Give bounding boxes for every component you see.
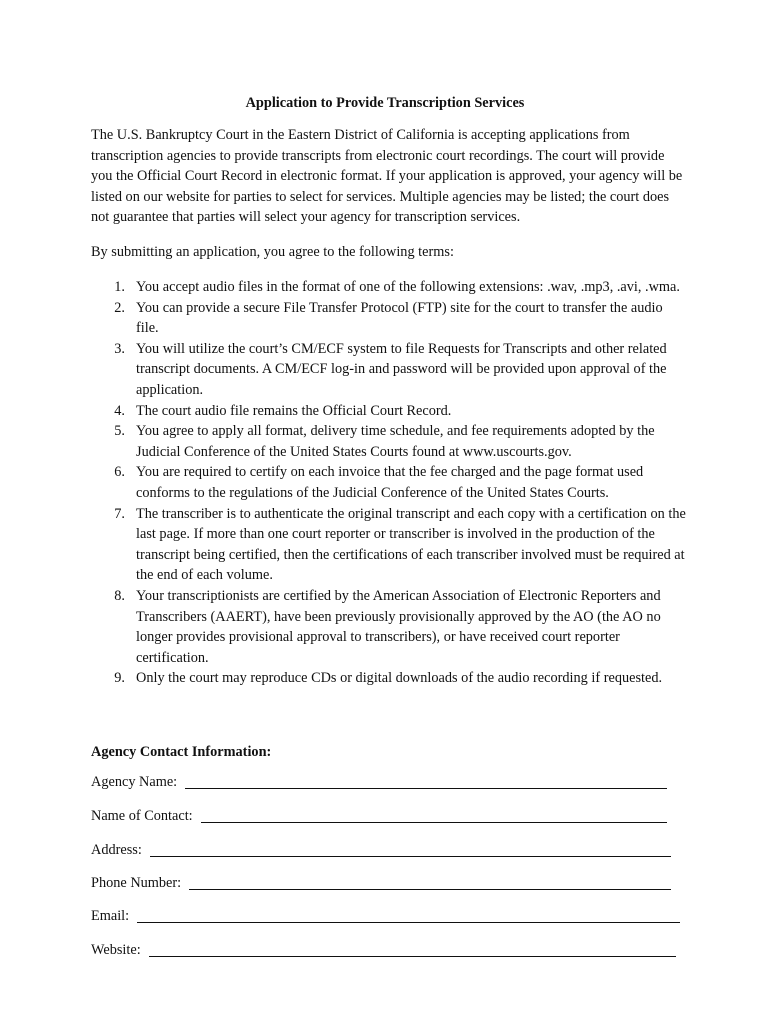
term-item bbox=[91, 504, 687, 586]
term-item bbox=[91, 339, 687, 401]
email-label: Email: bbox=[91, 908, 130, 924]
phone-label: Phone Number: bbox=[91, 875, 182, 891]
contact-heading: Agency Contact Information: bbox=[91, 744, 272, 760]
term-text: Your transcriptionists are certified by the American Association of Electronic Reporters and Transcribers (AAERT), have been previously provisionally approved by the AO (the AO no longer provides provisional approval to transcribers), or have received court reporter certification. bbox=[136, 587, 661, 666]
term-text: You will utilize the court’s CM/ECF system to file Requests for Transcripts and other related transcript documents. A CM/ECF log-in and password will be provided upon approval of the application. bbox=[136, 340, 667, 398]
term-item bbox=[91, 668, 687, 689]
term-text: You are required to certify on each invoice that the fee charged and the page format used conforms to the regulations of the Judicial Conference of the United States Courts. bbox=[136, 464, 644, 501]
term-text: You accept audio files in the format of one of the following extensions: .wav, .mp3, .avi, .wma. bbox=[136, 279, 680, 295]
contact-name-field bbox=[91, 806, 667, 826]
term-item bbox=[91, 298, 687, 339]
term-text: The court audio file remains the Official Court Record. bbox=[136, 402, 452, 419]
term-item bbox=[91, 462, 687, 503]
term-item bbox=[91, 586, 687, 668]
phone-input[interactable] bbox=[189, 874, 671, 890]
address-input[interactable] bbox=[150, 841, 671, 857]
terms-lead: By submitting an application, you agree to the following terms: bbox=[91, 244, 454, 260]
agency-name-field bbox=[91, 772, 667, 792]
document-title: Application to Provide Transcription Services bbox=[245, 95, 525, 111]
term-number: 1. bbox=[114, 279, 125, 295]
website-field bbox=[91, 940, 676, 960]
email-input[interactable] bbox=[137, 907, 680, 923]
intro-paragraph: The U.S. Bankruptcy Court in the Eastern District of California is accepting applications from transcription agencies to provide transcripts from electronic court recordings. The court will provide you the Official Court Record in electronic format. If your application is approved, your agency will be listed on our website for parties to select for services. Multiple agencies may be listed; the court does not guarantee that parties will select your agency for transcription services. bbox=[91, 127, 683, 226]
address-field bbox=[91, 840, 671, 860]
term-number: 5. bbox=[114, 423, 125, 440]
term-text: The transcriber is to authenticate the original transcript and each copy with a certification on the last page. If more than one court reporter or transcriber is involved in the production of the transcript being certified, then the certifications of each transcriber involved must be required at the end of each volume. bbox=[136, 505, 686, 584]
website-label: Website: bbox=[91, 942, 141, 958]
term-number: 7. bbox=[114, 505, 125, 522]
email-field bbox=[91, 906, 680, 926]
contact-name-input[interactable] bbox=[201, 807, 667, 823]
term-number: 2. bbox=[114, 299, 125, 316]
term-item bbox=[91, 401, 687, 422]
website-input[interactable] bbox=[149, 941, 676, 957]
term-text: Only the court may reproduce CDs or digital downloads of the audio recording if requested. bbox=[136, 670, 663, 687]
term-text: You agree to apply all format, delivery time schedule, and fee requirements adopted by the Judicial Conference of the United States Courts found at www.uscourts.gov. bbox=[136, 423, 655, 460]
agency-name-label: Agency Name: bbox=[91, 774, 178, 790]
term-item bbox=[91, 421, 687, 462]
term-text: You can provide a secure File Transfer Protocol (FTP) site for the court to transfer the audio file. bbox=[136, 299, 663, 337]
contact-name-label: Name of Contact: bbox=[91, 808, 193, 824]
phone-field bbox=[91, 873, 671, 893]
term-number: 3. bbox=[114, 340, 125, 357]
term-number: 4. bbox=[114, 402, 125, 419]
term-number: 9. bbox=[114, 670, 125, 687]
term-number: 8. bbox=[114, 587, 125, 604]
agency-name-input[interactable] bbox=[185, 773, 667, 789]
terms-list bbox=[91, 277, 687, 689]
address-label: Address: bbox=[91, 842, 142, 858]
term-number: 6. bbox=[114, 464, 125, 481]
term-item bbox=[91, 277, 687, 298]
